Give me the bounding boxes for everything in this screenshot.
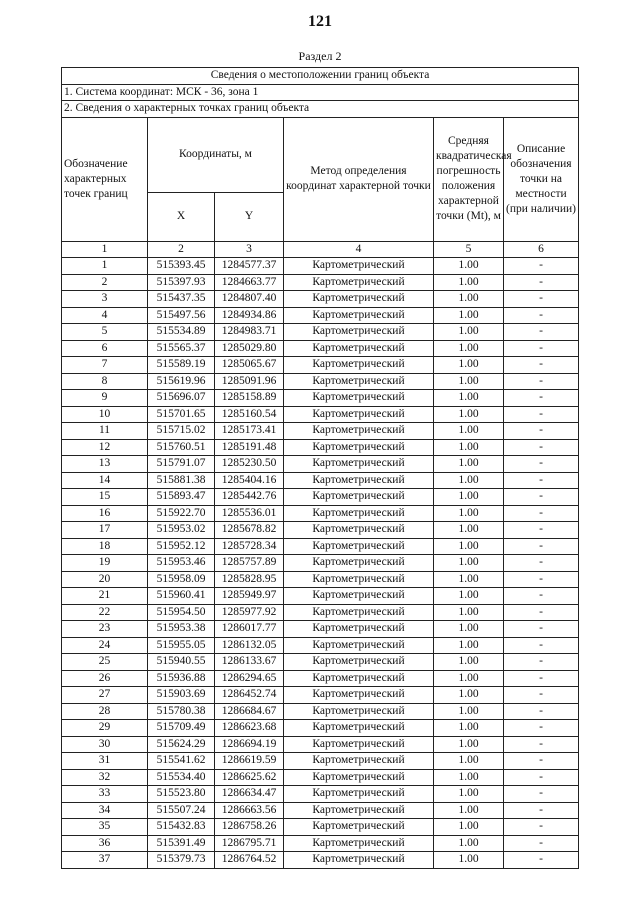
coord-x: 515958.09 [148, 571, 215, 588]
error-value: 1.00 [434, 505, 504, 522]
error-value: 1.00 [434, 736, 504, 753]
method: Картометрический [284, 720, 434, 737]
description: - [504, 571, 579, 588]
coord-y: 1285536.01 [215, 505, 284, 522]
method: Картометрический [284, 456, 434, 473]
point-id: 3 [62, 291, 148, 308]
coord-y: 1285158.89 [215, 390, 284, 407]
column-number: 3 [215, 241, 284, 258]
table-row [62, 439, 579, 456]
description: - [504, 769, 579, 786]
method: Картометрический [284, 753, 434, 770]
error-value: 1.00 [434, 786, 504, 803]
column-number: 5 [434, 241, 504, 258]
coord-x: 515437.35 [148, 291, 215, 308]
coord-x: 515589.19 [148, 357, 215, 374]
table-row [62, 819, 579, 836]
point-id: 25 [62, 654, 148, 671]
point-id: 32 [62, 769, 148, 786]
coord-x: 515715.02 [148, 423, 215, 440]
point-id: 8 [62, 373, 148, 390]
point-id: 6 [62, 340, 148, 357]
coord-y: 1286663.56 [215, 802, 284, 819]
table-row [62, 555, 579, 572]
coord-y: 1285728.34 [215, 538, 284, 555]
coord-y: 1285828.95 [215, 571, 284, 588]
description: - [504, 357, 579, 374]
table-row [62, 604, 579, 621]
description: - [504, 621, 579, 638]
coord-x: 515696.07 [148, 390, 215, 407]
coord-x: 515953.38 [148, 621, 215, 638]
method: Картометрический [284, 390, 434, 407]
error-value: 1.00 [434, 720, 504, 737]
description: - [504, 687, 579, 704]
point-id: 30 [62, 736, 148, 753]
description: - [504, 340, 579, 357]
table-row [62, 670, 579, 687]
coord-x: 515565.37 [148, 340, 215, 357]
method: Картометрический [284, 555, 434, 572]
header-coordinates: Координаты, м [148, 117, 284, 192]
error-value: 1.00 [434, 258, 504, 275]
boundary-points-table [61, 67, 579, 869]
error-value: 1.00 [434, 769, 504, 786]
error-value: 1.00 [434, 703, 504, 720]
coord-y: 1284663.77 [215, 274, 284, 291]
method: Картометрический [284, 819, 434, 836]
error-value: 1.00 [434, 489, 504, 506]
method: Картометрический [284, 307, 434, 324]
description: - [504, 439, 579, 456]
point-id: 29 [62, 720, 148, 737]
table-row [62, 736, 579, 753]
method: Картометрический [284, 835, 434, 852]
description: - [504, 489, 579, 506]
method: Картометрический [284, 324, 434, 341]
method: Картометрический [284, 439, 434, 456]
table-row [62, 753, 579, 770]
description: - [504, 324, 579, 341]
column-number: 6 [504, 241, 579, 258]
table-row [62, 637, 579, 654]
description: - [504, 604, 579, 621]
point-id: 35 [62, 819, 148, 836]
table-row [62, 703, 579, 720]
point-id: 22 [62, 604, 148, 621]
error-value: 1.00 [434, 373, 504, 390]
table-row [62, 274, 579, 291]
coord-x: 515709.49 [148, 720, 215, 737]
point-id: 10 [62, 406, 148, 423]
coord-x: 515960.41 [148, 588, 215, 605]
description: - [504, 291, 579, 308]
method: Картометрический [284, 357, 434, 374]
description: - [504, 703, 579, 720]
coord-x: 515393.45 [148, 258, 215, 275]
table-row [62, 472, 579, 489]
point-id: 31 [62, 753, 148, 770]
error-value: 1.00 [434, 538, 504, 555]
description: - [504, 736, 579, 753]
point-id: 28 [62, 703, 148, 720]
coord-x: 515391.49 [148, 835, 215, 852]
coord-y: 1284934.86 [215, 307, 284, 324]
page-number: 121 [308, 13, 332, 30]
table-row [62, 786, 579, 803]
coord-x: 515903.69 [148, 687, 215, 704]
section-label: Раздел 2 [298, 49, 342, 63]
table-row [62, 802, 579, 819]
description: - [504, 637, 579, 654]
coord-y: 1285160.54 [215, 406, 284, 423]
column-number: 2 [148, 241, 215, 258]
method: Картометрический [284, 489, 434, 506]
column-number: 4 [284, 241, 434, 258]
coord-x: 515397.93 [148, 274, 215, 291]
point-id: 21 [62, 588, 148, 605]
error-value: 1.00 [434, 439, 504, 456]
method: Картометрический [284, 373, 434, 390]
coord-y: 1286634.47 [215, 786, 284, 803]
column-number-row [62, 241, 579, 258]
coord-y: 1285029.80 [215, 340, 284, 357]
point-id: 26 [62, 670, 148, 687]
method: Картометрический [284, 406, 434, 423]
coord-y: 1285977.92 [215, 604, 284, 621]
description: - [504, 406, 579, 423]
coordinate-system: 1. Система координат: МСК - 36, зона 1 [62, 84, 579, 101]
point-id: 9 [62, 390, 148, 407]
table-row [62, 324, 579, 341]
method: Картометрический [284, 522, 434, 539]
error-value: 1.00 [434, 571, 504, 588]
coord-y: 1286758.26 [215, 819, 284, 836]
table-row [62, 571, 579, 588]
error-value: 1.00 [434, 852, 504, 869]
point-id: 5 [62, 324, 148, 341]
point-id: 14 [62, 472, 148, 489]
table-row [62, 720, 579, 737]
coord-y: 1286694.19 [215, 736, 284, 753]
coord-x: 515791.07 [148, 456, 215, 473]
error-value: 1.00 [434, 390, 504, 407]
error-value: 1.00 [434, 802, 504, 819]
method: Картометрический [284, 291, 434, 308]
coord-x: 515432.83 [148, 819, 215, 836]
coord-y: 1285678.82 [215, 522, 284, 539]
description: - [504, 258, 579, 275]
table-row [62, 307, 579, 324]
coord-x: 515940.55 [148, 654, 215, 671]
point-id: 37 [62, 852, 148, 869]
description: - [504, 802, 579, 819]
coord-x: 515619.96 [148, 373, 215, 390]
error-value: 1.00 [434, 522, 504, 539]
table-row [62, 489, 579, 506]
point-id: 20 [62, 571, 148, 588]
table-row [62, 456, 579, 473]
error-value: 1.00 [434, 307, 504, 324]
coord-x: 515534.40 [148, 769, 215, 786]
coord-y: 1285065.67 [215, 357, 284, 374]
point-id: 11 [62, 423, 148, 440]
method: Картометрический [284, 670, 434, 687]
error-value: 1.00 [434, 324, 504, 341]
coord-x: 515893.47 [148, 489, 215, 506]
table-row [62, 538, 579, 555]
point-id: 27 [62, 687, 148, 704]
description: - [504, 852, 579, 869]
coord-x: 515952.12 [148, 538, 215, 555]
table-row [62, 291, 579, 308]
coord-x: 515379.73 [148, 852, 215, 869]
header-description: Описание обозначения точки на местности (при наличии) [504, 117, 579, 241]
coord-y: 1286625.62 [215, 769, 284, 786]
method: Картометрический [284, 571, 434, 588]
point-id: 15 [62, 489, 148, 506]
error-value: 1.00 [434, 406, 504, 423]
coord-y: 1286795.71 [215, 835, 284, 852]
point-id: 23 [62, 621, 148, 638]
error-value: 1.00 [434, 654, 504, 671]
table-row [62, 258, 579, 275]
error-value: 1.00 [434, 555, 504, 572]
description: - [504, 373, 579, 390]
header-point: Обозначение характерных точек границ [62, 117, 148, 241]
error-value: 1.00 [434, 423, 504, 440]
description: - [504, 835, 579, 852]
description: - [504, 307, 579, 324]
method: Картометрический [284, 258, 434, 275]
method: Картометрический [284, 340, 434, 357]
coord-x: 515881.38 [148, 472, 215, 489]
method: Картометрический [284, 621, 434, 638]
coord-y: 1286764.52 [215, 852, 284, 869]
header-y: Y [215, 192, 284, 241]
method: Картометрический [284, 852, 434, 869]
method: Картометрический [284, 274, 434, 291]
error-value: 1.00 [434, 456, 504, 473]
point-id: 36 [62, 835, 148, 852]
method: Картометрический [284, 538, 434, 555]
table-row [62, 390, 579, 407]
error-value: 1.00 [434, 753, 504, 770]
table-row [62, 423, 579, 440]
description: - [504, 390, 579, 407]
point-id: 33 [62, 786, 148, 803]
table-title: Сведения о местоположении границ объекта [62, 68, 579, 85]
point-id: 19 [62, 555, 148, 572]
error-value: 1.00 [434, 621, 504, 638]
error-value: 1.00 [434, 357, 504, 374]
description: - [504, 456, 579, 473]
coord-x: 515497.56 [148, 307, 215, 324]
description: - [504, 472, 579, 489]
coord-x: 515541.62 [148, 753, 215, 770]
error-value: 1.00 [434, 604, 504, 621]
description: - [504, 670, 579, 687]
table-row [62, 522, 579, 539]
description: - [504, 819, 579, 836]
method: Картометрический [284, 505, 434, 522]
table-row [62, 687, 579, 704]
header-error: Средняя квадратическая погрешность положения характерной точки (Mt), м [434, 117, 504, 241]
table-row [62, 505, 579, 522]
coord-x: 515953.02 [148, 522, 215, 539]
method: Картометрический [284, 654, 434, 671]
header-method: Метод определения координат характерной точки [284, 117, 434, 241]
coord-y: 1286623.68 [215, 720, 284, 737]
point-id: 7 [62, 357, 148, 374]
method: Картометрический [284, 786, 434, 803]
description: - [504, 654, 579, 671]
coord-y: 1284807.40 [215, 291, 284, 308]
description: - [504, 786, 579, 803]
description: - [504, 274, 579, 291]
description: - [504, 753, 579, 770]
coord-x: 515507.24 [148, 802, 215, 819]
coord-y: 1284577.37 [215, 258, 284, 275]
coord-y: 1285191.48 [215, 439, 284, 456]
coord-x: 515936.88 [148, 670, 215, 687]
point-id: 12 [62, 439, 148, 456]
coord-x: 515523.80 [148, 786, 215, 803]
point-id: 24 [62, 637, 148, 654]
header-x: X [148, 192, 215, 241]
method: Картометрический [284, 637, 434, 654]
point-id: 13 [62, 456, 148, 473]
table-row [62, 835, 579, 852]
coord-y: 1285949.97 [215, 588, 284, 605]
description: - [504, 538, 579, 555]
description: - [504, 522, 579, 539]
point-id: 16 [62, 505, 148, 522]
coord-y: 1285230.50 [215, 456, 284, 473]
coord-x: 515534.89 [148, 324, 215, 341]
method: Картометрический [284, 687, 434, 704]
coord-x: 515922.70 [148, 505, 215, 522]
error-value: 1.00 [434, 637, 504, 654]
column-number: 1 [62, 241, 148, 258]
coord-y: 1286294.65 [215, 670, 284, 687]
method: Картометрический [284, 472, 434, 489]
point-id: 2 [62, 274, 148, 291]
method: Картометрический [284, 588, 434, 605]
coord-x: 515954.50 [148, 604, 215, 621]
coord-y: 1286133.67 [215, 654, 284, 671]
description: - [504, 423, 579, 440]
coord-x: 515760.51 [148, 439, 215, 456]
coord-y: 1285404.16 [215, 472, 284, 489]
table-row [62, 357, 579, 374]
table-row [62, 588, 579, 605]
error-value: 1.00 [434, 340, 504, 357]
method: Картометрический [284, 736, 434, 753]
table-body [62, 68, 579, 869]
coord-y: 1285757.89 [215, 555, 284, 572]
description: - [504, 505, 579, 522]
error-value: 1.00 [434, 835, 504, 852]
error-value: 1.00 [434, 687, 504, 704]
description: - [504, 720, 579, 737]
coord-x: 515955.05 [148, 637, 215, 654]
coord-y: 1286684.67 [215, 703, 284, 720]
error-value: 1.00 [434, 670, 504, 687]
coord-x: 515624.29 [148, 736, 215, 753]
coord-y: 1286017.77 [215, 621, 284, 638]
table-row [62, 621, 579, 638]
coord-y: 1285173.41 [215, 423, 284, 440]
coord-x: 515780.38 [148, 703, 215, 720]
coord-y: 1286132.05 [215, 637, 284, 654]
points-section-title: 2. Сведения о характерных точках границ объекта [62, 101, 579, 118]
coord-y: 1284983.71 [215, 324, 284, 341]
error-value: 1.00 [434, 291, 504, 308]
point-id: 1 [62, 258, 148, 275]
error-value: 1.00 [434, 274, 504, 291]
method: Картометрический [284, 703, 434, 720]
method: Картометрический [284, 604, 434, 621]
point-id: 17 [62, 522, 148, 539]
method: Картометрический [284, 769, 434, 786]
table-row [62, 769, 579, 786]
table-row [62, 852, 579, 869]
table-row [62, 340, 579, 357]
error-value: 1.00 [434, 819, 504, 836]
coord-x: 515701.65 [148, 406, 215, 423]
description: - [504, 588, 579, 605]
coord-y: 1285091.96 [215, 373, 284, 390]
point-id: 18 [62, 538, 148, 555]
point-id: 34 [62, 802, 148, 819]
error-value: 1.00 [434, 588, 504, 605]
coord-x: 515953.46 [148, 555, 215, 572]
description: - [504, 555, 579, 572]
error-value: 1.00 [434, 472, 504, 489]
table-row [62, 406, 579, 423]
table-row [62, 373, 579, 390]
coord-y: 1286619.59 [215, 753, 284, 770]
method: Картометрический [284, 423, 434, 440]
point-id: 4 [62, 307, 148, 324]
table-row [62, 654, 579, 671]
coord-y: 1286452.74 [215, 687, 284, 704]
coord-y: 1285442.76 [215, 489, 284, 506]
method: Картометрический [284, 802, 434, 819]
